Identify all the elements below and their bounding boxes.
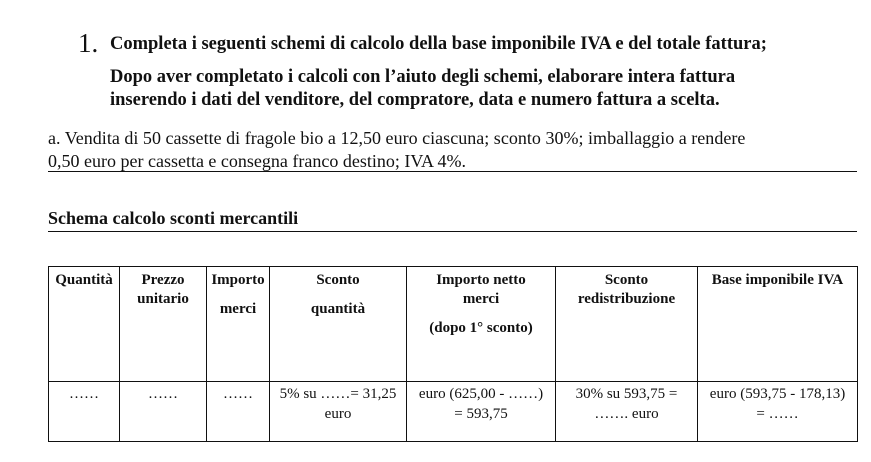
header-quantita: Quantità bbox=[49, 267, 120, 382]
cell-importo-netto: euro (625,00 - ……) = 593,75 bbox=[407, 382, 556, 442]
answer-line bbox=[48, 171, 857, 172]
header-importo-merci: Importo merci bbox=[207, 267, 270, 382]
exercise-a-line1: a. Vendita di 50 cassette di fragole bio a 12,50 euro ciascuna; sconto 30%; imballaggio a rendere bbox=[48, 128, 746, 148]
instruction-sub-line1: Dopo aver completato i calcoli con l’aiuto degli schemi, elaborare intera fattura bbox=[110, 67, 736, 87]
header-sconto-quantita: Sconto quantità bbox=[270, 267, 407, 382]
cell-quantita: …… bbox=[49, 382, 120, 442]
cell-prezzo: …… bbox=[120, 382, 207, 442]
exercise-number: 1. bbox=[78, 28, 99, 58]
cell-importo: …… bbox=[207, 382, 270, 442]
header-sconto-redistribuzione: Sconto redistribuzione bbox=[556, 267, 698, 382]
table-row bbox=[49, 382, 858, 442]
exercise-a-text bbox=[48, 127, 856, 173]
instruction-main: Completa i seguenti schemi di calcolo della base imponibile IVA e del totale fattura; bbox=[110, 34, 767, 54]
instruction-sub bbox=[110, 66, 735, 112]
header-base-imponibile: Base imponibile IVA bbox=[698, 267, 858, 382]
exercise-a-line2: 0,50 euro per cassetta e consegna franco destino; IVA 4%. bbox=[48, 151, 467, 171]
cell-sconto-redistribuzione: 30% su 593,75 = ……. euro bbox=[556, 382, 698, 442]
instruction-sub-line2: inserendo i dati del venditore, del compratore, data e numero fattura a scelta. bbox=[110, 90, 720, 110]
header-prezzo-unitario: Prezzo unitario bbox=[120, 267, 207, 382]
schema-title-underline bbox=[48, 231, 857, 232]
header-importo-netto: Importo netto merci (dopo 1° sconto) bbox=[407, 267, 556, 382]
cell-base-imponibile: euro (593,75 - 178,13) = …… bbox=[698, 382, 858, 442]
discount-calculation-table bbox=[48, 266, 858, 442]
schema-title: Schema calcolo sconti mercantili bbox=[48, 208, 299, 228]
table-header-row bbox=[49, 267, 858, 382]
cell-sconto-quantita: 5% su ……= 31,25 euro bbox=[270, 382, 407, 442]
